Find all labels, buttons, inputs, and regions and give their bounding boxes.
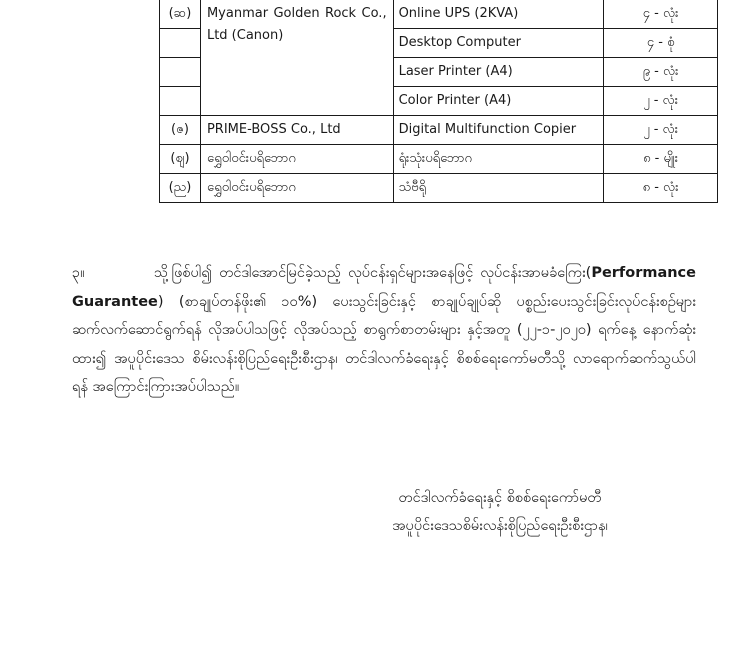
item-quantity: ၈ - မျိုး bbox=[604, 145, 718, 174]
signature-committee: တင်ဒါလက်ခံရေးနှင့် စိစစ်ရေးကော်မတီ bbox=[398, 490, 602, 506]
row-number bbox=[160, 29, 201, 58]
item-quantity: ၂ - လုံး bbox=[604, 116, 718, 145]
item-quantity: ၉ - လုံး bbox=[604, 58, 718, 87]
signature-department: အပူပိုင်းဒေသစိမ်းလန်းစိုပြည်ရေးဦးစီးဌာန၊ bbox=[392, 518, 608, 534]
item-quantity: ၄ - စုံ bbox=[604, 29, 718, 58]
item-name: Laser Printer (A4) bbox=[393, 58, 604, 87]
item-name: Desktop Computer bbox=[393, 29, 604, 58]
table-row bbox=[160, 174, 718, 203]
item-name: Online UPS (2KVA) bbox=[393, 0, 604, 29]
table-row bbox=[160, 0, 718, 29]
company-name: Myanmar Golden Rock Co., Ltd (Canon) bbox=[200, 0, 393, 116]
item-quantity: ၈ - လုံး bbox=[604, 174, 718, 203]
item-name: Digital Multifunction Copier bbox=[393, 116, 604, 145]
item-name: Color Printer (A4) bbox=[393, 87, 604, 116]
paragraph-text-before: သို့ဖြစ်ပါ၍ တင်ဒါအောင်မြင်ခဲ့သည့် လုပ်ငန်းရှင်များအနေဖြင့် လုပ်ငန်းအာမခံကြေး( bbox=[154, 265, 592, 281]
row-number bbox=[160, 58, 201, 87]
paragraph-bold-term: Performance Guarantee bbox=[72, 265, 696, 310]
paragraph-text-after: ) (စာချုပ်တန်ဖိုး၏ ၁၀%) ပေးသွင်းခြင်းနှင့် စာချုပ်ချုပ်ဆို ပစ္စည်းပေးသွင်းခြင်းလုပ်ငန်းစဉ်များ ဆက်လက်ဆောင်ရွက်ရန် လိုအပ်ပါသဖြင့် လိုအပ်သည့် စာရွက်စာတမ်းများ နှင့်အတူ (၂၂-၁-၂၀၂၀) ရက်နေ့ နောက်ဆုံးထား၍ အပူပိုင်းဒေသ စိမ်းလန်းစိုပြည်ရေးဦးစီးဌာန၊ တင်ဒါလက်ခံရေးနှင့် စိစစ်ရေးကော်မတီသို့ လာရောက်ဆက်သွယ်ပါရန် အကြောင်းကြားအပ်ပါသည်။ bbox=[72, 293, 696, 395]
item-name: သံဗီရို bbox=[393, 174, 604, 203]
table-row bbox=[160, 145, 718, 174]
item-quantity: ၄ - လုံး bbox=[604, 0, 718, 29]
row-number bbox=[160, 87, 201, 116]
row-number: (ဆ) bbox=[160, 0, 201, 29]
item-quantity: ၂ - လုံး bbox=[604, 87, 718, 116]
row-number: (ဈ) bbox=[160, 145, 201, 174]
item-name: ရုံးသုံးပရိဘောဂ bbox=[393, 145, 604, 174]
paragraph-number: ၃။ bbox=[72, 265, 85, 281]
row-number: (ည) bbox=[160, 174, 201, 203]
tender-results-table bbox=[159, 0, 718, 203]
company-name: ရွှေဝါဝင်းပရိဘောဂ bbox=[200, 174, 393, 203]
company-name: ရွှေဝါဝင်းပရိဘောဂ bbox=[200, 145, 393, 174]
row-number: (ဇ) bbox=[160, 116, 201, 145]
table-row bbox=[160, 116, 718, 145]
notice-paragraph bbox=[72, 259, 696, 402]
company-name: PRIME-BOSS Co., Ltd bbox=[200, 116, 393, 145]
